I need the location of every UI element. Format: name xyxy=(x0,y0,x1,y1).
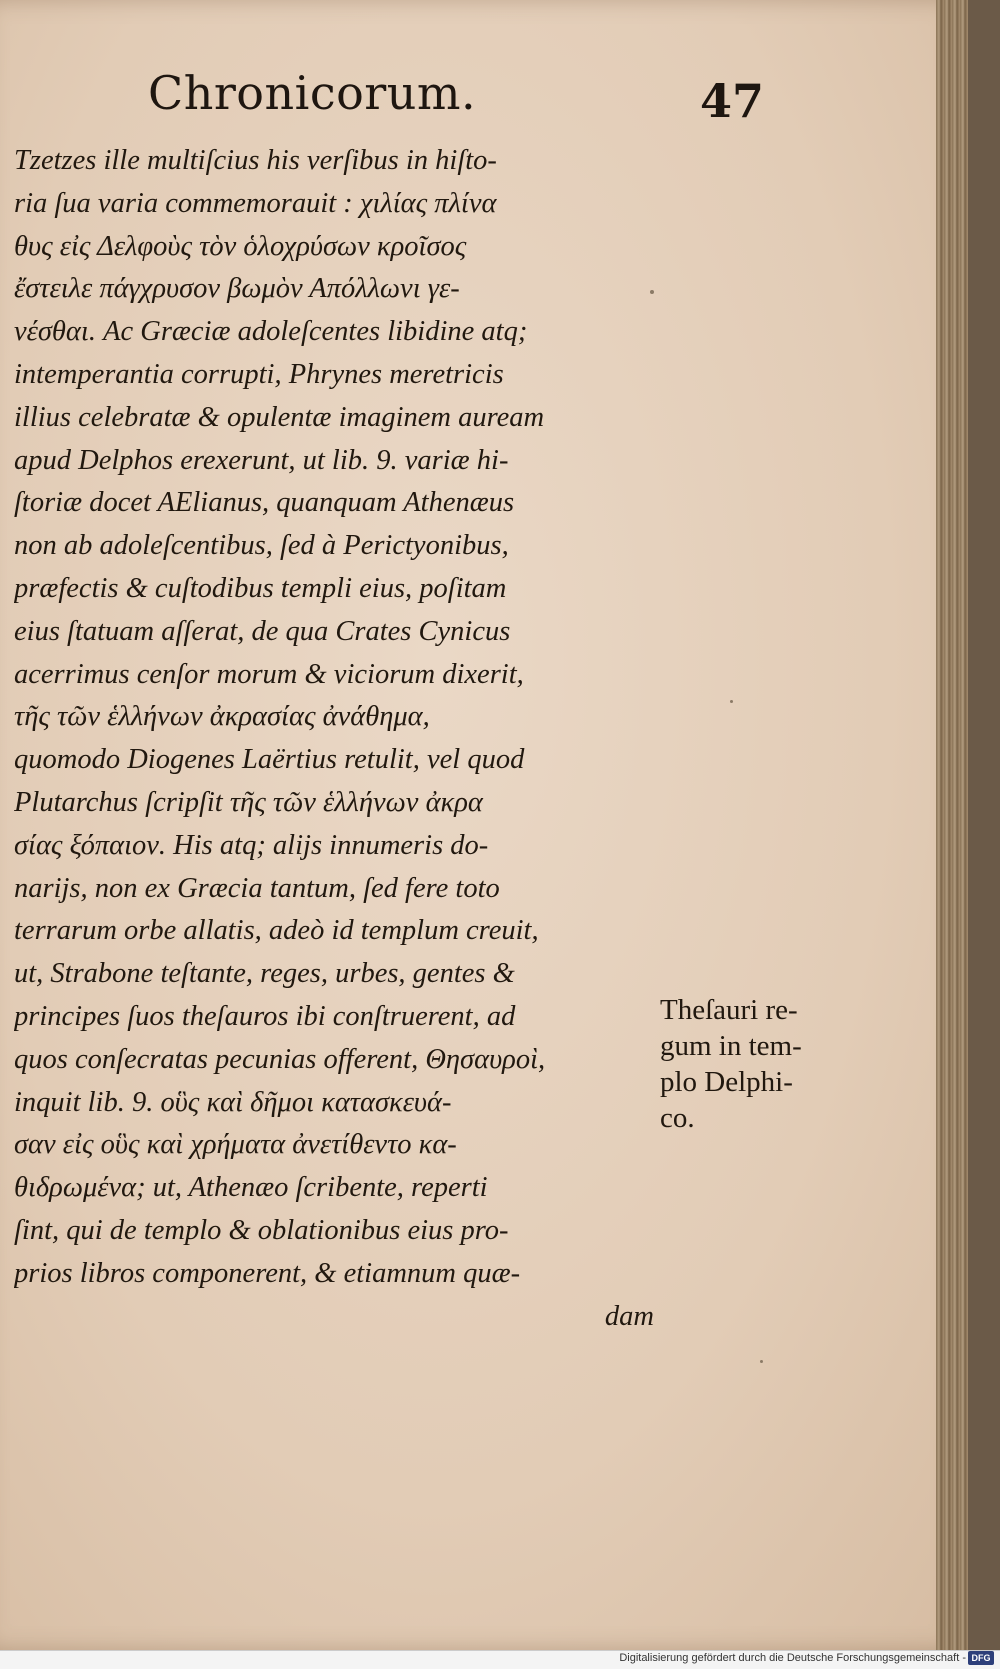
text-line: præfectis & cuſtodibus templi eius, poſitam xyxy=(14,572,507,604)
text-line: inquit lib. 9. οὓς καὶ δῆμοι κατασκευά- xyxy=(14,1086,452,1118)
page-number: 47 xyxy=(700,74,765,128)
text-line: Plutarchus ſcripſit τῆς τῶν ἑλλήνων ἀκρα xyxy=(14,786,483,818)
page-edge xyxy=(936,0,968,1650)
marginal-note-line: plo Delphi- xyxy=(660,1066,793,1098)
paper-speck xyxy=(650,290,654,294)
text-line: quomodo Diogenes Laërtius retulit, vel quod xyxy=(14,744,525,776)
text-line: θιδρωμένα; ut, Athenæo ſcribente, reperti xyxy=(14,1172,488,1204)
text-line: νέσθαι. Ac Græciæ adoleſcentes libidine atq; xyxy=(14,316,528,348)
body-text xyxy=(14,140,654,1338)
text-line: apud Delphos erexerunt, ut lib. 9. variæ hi- xyxy=(14,444,509,476)
text-line: illius celebratæ & opulentæ imaginem auream xyxy=(14,401,545,433)
text-line: eius ſtatuam aſſerat, de qua Crates Cynicus xyxy=(14,615,511,647)
running-head: Chronicorum. xyxy=(148,66,477,120)
text-line: σαν εἰς οὓς καὶ χρήματα ἀνετίθεντο κα- xyxy=(14,1129,457,1161)
paper-speck xyxy=(730,700,733,703)
marginal-note-line: gum in tem- xyxy=(660,1030,802,1062)
text-line: τῆς τῶν ἑλλήνων ἀκρασίας ἀνάθημα, xyxy=(14,701,430,733)
marginal-note xyxy=(660,992,870,1136)
text-line: Tzetzes ille multiſcius his verſibus in hiſto- xyxy=(14,145,497,176)
text-line: non ab adoleſcentibus, ſed à Perictyonibus, xyxy=(14,530,509,562)
text-line: principes ſuos theſauros ibi conſtruerent, ad xyxy=(14,1000,516,1032)
marginal-note-line: co. xyxy=(660,1102,695,1134)
text-line: intemperantia corrupti, Phrynes meretricis xyxy=(14,358,504,390)
text-line: quos conſecratas pecunias offerent, Θησαυροὶ, xyxy=(14,1043,546,1075)
text-line: θυς εἰς Δελφοὺς τὸν ὁλοχρύσων κροῖσος xyxy=(14,230,467,262)
text-line: narijs, non ex Græcia tantum, ſed fere toto xyxy=(14,872,500,904)
paper-speck xyxy=(760,1360,763,1363)
text-line: acerrimus cenſor morum & viciorum dixerit, xyxy=(14,658,524,690)
marginal-note-line: Theſauri re- xyxy=(660,994,798,1026)
text-line: σίας ξόπαιον. His atq; alijs innumeris do- xyxy=(14,829,489,861)
text-line: ria ſua varia commemorauit : χιλίας πλίνα xyxy=(14,187,497,219)
digitization-credit: Digitalisierung gefördert durch die Deutsche Forschungsgemeinschaft - xyxy=(619,1652,966,1664)
text-line: ſtoriæ docet AElianus, quanquam Athenæus xyxy=(14,487,515,519)
text-line: ἔστειλε πάγχρυσον βωμὸν Απόλλωνι γε- xyxy=(14,273,460,305)
text-line: terrarum orbe allatis, adeò id templum creuit, xyxy=(14,915,539,947)
catchword: dam xyxy=(604,1300,654,1332)
text-line: ut, Strabone teſtante, reges, urbes, gentes & xyxy=(14,958,515,990)
text-line: prios libros componerent, & etiamnum quæ- xyxy=(14,1257,521,1289)
dfg-logo: DFG xyxy=(968,1651,994,1665)
text-line: ſint, qui de templo & oblationibus eius pro- xyxy=(14,1214,509,1246)
